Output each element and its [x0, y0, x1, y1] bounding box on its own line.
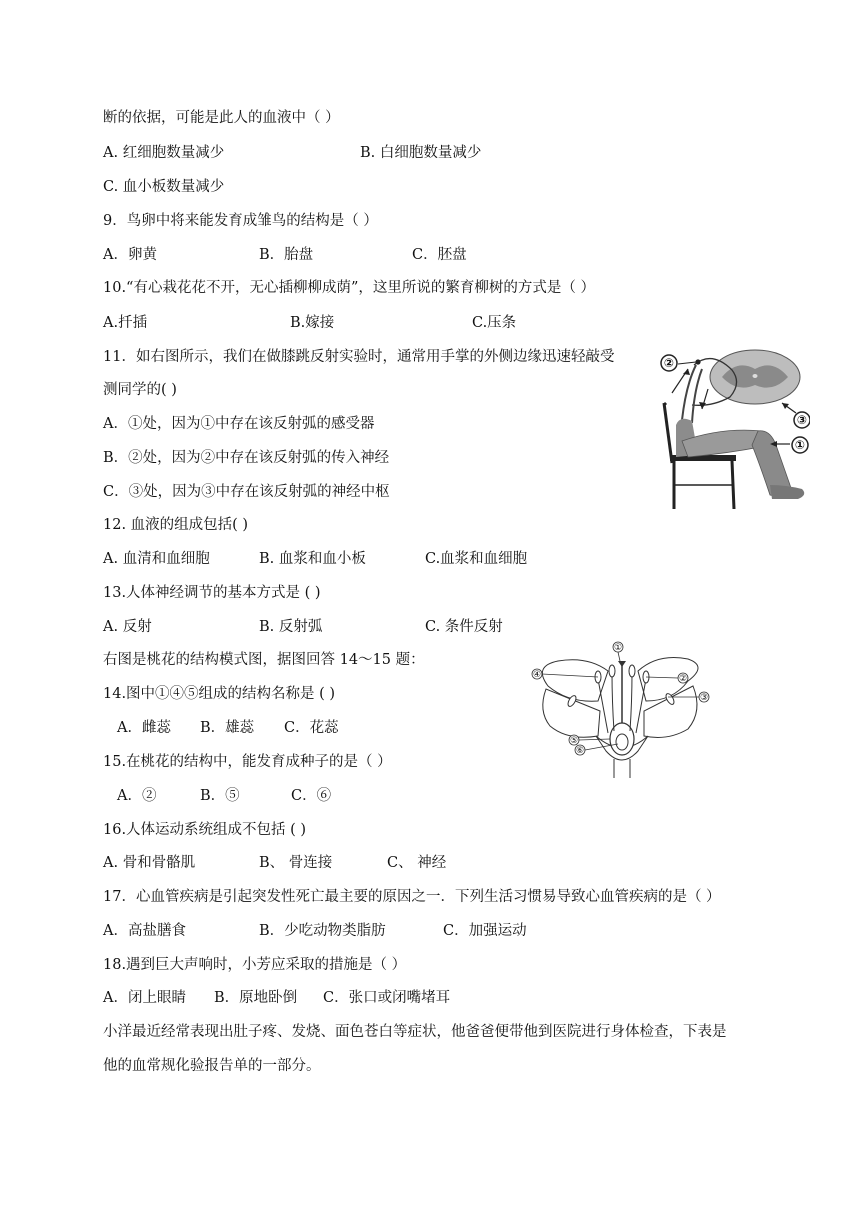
flower-label-4: ④: [532, 670, 542, 680]
question-10: 10.“有心栽花花不开，无心插柳柳成荫”，这里所说的繁育柳树的方式是（ ）: [103, 280, 595, 296]
q16-option-a: A. 骨和骨骼肌: [103, 855, 196, 871]
q8-option-a: A. 红细胞数量减少: [103, 145, 225, 161]
question-11: 11．如右图所示，我们在做膝跳反射实验时，通常用手掌的外侧边缘迅速轻敲受: [103, 349, 615, 365]
label-1-text: ①: [794, 438, 806, 452]
q11-option-c: C．③处，因为③中存在该反射弧的神经中枢: [103, 484, 390, 500]
flower-intro: 右图是桃花的结构模式图，据图回答 14～15 题：: [103, 652, 425, 668]
q16-option-b: B、 骨连接: [259, 855, 333, 871]
q11-option-a: A．①处，因为①中存在该反射弧的感受器: [103, 416, 375, 432]
question-14: 14.图中①④⑤组成的结构名称是 ( ): [103, 686, 336, 702]
q16-option-c: C、 神经: [387, 855, 447, 871]
q15-option-a: A．②: [117, 788, 157, 804]
q15-option-b: B．⑤: [200, 788, 240, 804]
q18-option-a: A．闭上眼睛: [103, 990, 186, 1006]
q13-option-c: C. 条件反射: [425, 619, 503, 635]
question-8-stem-end: 断的依据，可能是此人的血液中（ ）: [103, 110, 340, 126]
q13-option-a: A. 反射: [103, 619, 152, 635]
flower-label-1: ①: [613, 643, 623, 653]
q15-option-c: C．⑥: [291, 788, 332, 804]
knee-reflex-figure: [652, 345, 810, 511]
q10-option-c: C.压条: [472, 315, 517, 331]
question-17: 17．心血管疾病是引起突发性死亡最主要的原因之一．下列生活习惯易导致心血管疾病的是（ ）: [103, 889, 721, 905]
q18-option-b: B．原地卧倒: [214, 990, 298, 1006]
q12-option-b: B. 血浆和血小板: [259, 551, 366, 567]
q9-option-c: C．胚盘: [412, 247, 467, 263]
q12-option-c: C.血浆和血细胞: [425, 551, 528, 567]
q10-option-a: A.扦插: [103, 315, 148, 331]
question-16: 16.人体运动系统组成不包括 ( ): [103, 822, 307, 838]
question-13: 13.人体神经调节的基本方式是 ( ): [103, 585, 321, 601]
q11-option-b: B．②处，因为②中存在该反射弧的传入神经: [103, 450, 390, 466]
flower-label-3: ③: [699, 693, 709, 703]
q9-option-a: A．卵黄: [103, 247, 157, 263]
q13-option-b: B. 反射弧: [259, 619, 323, 635]
question-18: 18.遇到巨大声响时，小芳应采取的措施是（ ）: [103, 957, 407, 973]
flower-label-6: ⑥: [575, 746, 585, 756]
q14-option-c: C．花蕊: [284, 720, 339, 736]
passage-line-2: 他的血常规化验报告单的一部分。: [103, 1058, 321, 1074]
q14-option-b: B．雄蕊: [200, 720, 255, 736]
label-2-text: ②: [663, 356, 675, 370]
question-9: 9．鸟卵中将来能发育成雏鸟的结构是（ ）: [103, 213, 378, 229]
passage-line-1: 小洋最近经常表现出肚子疼、发烧、面色苍白等症状，他爸爸便带他到医院进行身体检查，下表是: [103, 1024, 727, 1040]
q8-option-b: B. 白细胞数量减少: [360, 145, 482, 161]
flower-label-2: ②: [678, 674, 688, 684]
q17-option-c: C．加强运动: [443, 923, 527, 939]
q10-option-b: B.嫁接: [290, 315, 335, 331]
q8-option-c: C. 血小板数量减少: [103, 179, 225, 195]
question-12: 12. 血液的组成包括( ): [103, 517, 249, 533]
q12-option-a: A. 血清和血细胞: [103, 551, 210, 567]
peach-flower-figure: [528, 641, 714, 778]
question-15: 15.在桃花的结构中，能发育成种子的是（ ）: [103, 754, 392, 770]
q17-option-a: A．高盐膳食: [103, 923, 186, 939]
flower-label-5: ⑤: [569, 736, 579, 746]
label-3-text: ③: [796, 413, 808, 427]
q18-option-c: C．张口或闭嘴堵耳: [323, 990, 451, 1006]
q14-option-a: A．雌蕊: [117, 720, 171, 736]
q9-option-b: B．胎盘: [259, 247, 314, 263]
q17-option-b: B．少吃动物类脂肪: [259, 923, 386, 939]
question-11-cont: 测同学的( ): [103, 382, 177, 398]
